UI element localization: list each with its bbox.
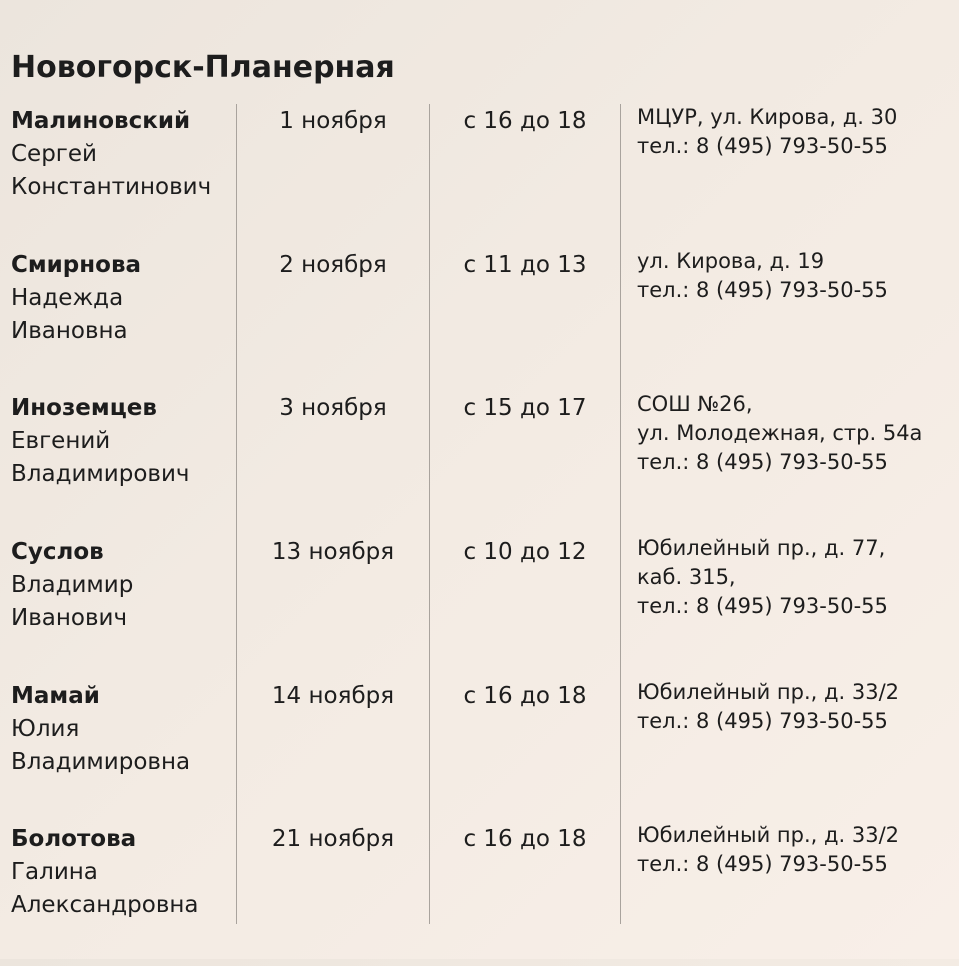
reception-address <box>637 390 952 477</box>
address-line: тел.: 8 (495) 793-50-55 <box>637 450 888 474</box>
table-row <box>0 680 959 823</box>
reception-address <box>637 534 952 621</box>
last-name: Малиновский <box>11 108 191 134</box>
patronymic: Владимирович <box>11 461 190 487</box>
address-line: Юбилейный пр., д. 33/2 <box>637 680 900 704</box>
table-row <box>0 249 959 392</box>
reception-date: 21 ноября <box>271 826 395 852</box>
reception-time: с 15 до 17 <box>463 395 587 421</box>
table-row <box>0 105 959 248</box>
last-name: Иноземцев <box>11 395 157 421</box>
person-name <box>11 249 231 348</box>
reception-address <box>637 103 952 161</box>
address-line: МЦУР, ул. Кирова, д. 30 <box>637 105 898 129</box>
reception-time: с 11 до 13 <box>463 252 587 278</box>
person-name <box>11 536 231 635</box>
reception-address <box>637 678 952 736</box>
last-name: Болотова <box>11 826 137 852</box>
person-name <box>11 680 231 779</box>
reception-time: с 10 до 12 <box>463 539 587 565</box>
table-row <box>0 536 959 679</box>
last-name: Суслов <box>11 539 104 565</box>
address-line: тел.: 8 (495) 793-50-55 <box>637 852 888 876</box>
first-name: Владимир <box>11 572 134 598</box>
patronymic: Константинович <box>11 174 212 200</box>
reception-date: 2 ноября <box>279 252 387 278</box>
table-row <box>0 823 959 966</box>
address-line: ул. Молодежная, стр. 54а <box>637 421 923 445</box>
address-line: каб. 315, <box>637 565 736 589</box>
patronymic: Ивановна <box>11 318 128 344</box>
patronymic: Александровна <box>11 892 199 918</box>
reception-time: с 16 до 18 <box>463 108 587 134</box>
address-line: Юбилейный пр., д. 33/2 <box>637 823 900 847</box>
address-line: тел.: 8 (495) 793-50-55 <box>637 594 888 618</box>
reception-date: 3 ноября <box>279 395 387 421</box>
address-line: ул. Кирова, д. 19 <box>637 249 825 273</box>
address-line: тел.: 8 (495) 793-50-55 <box>637 134 888 158</box>
person-name <box>11 392 231 491</box>
address-line: тел.: 8 (495) 793-50-55 <box>637 278 888 302</box>
first-name: Евгений <box>11 428 111 454</box>
person-name <box>11 105 231 204</box>
reception-date: 1 ноября <box>279 108 387 134</box>
patronymic: Владимировна <box>11 749 191 775</box>
reception-date: 13 ноября <box>271 539 395 565</box>
table-row <box>0 392 959 535</box>
reception-time: с 16 до 18 <box>463 826 587 852</box>
first-name: Сергей <box>11 141 97 167</box>
last-name: Смирнова <box>11 252 142 278</box>
first-name: Галина <box>11 859 98 885</box>
first-name: Надежда <box>11 285 124 311</box>
reception-date: 14 ноября <box>271 683 395 709</box>
reception-address <box>637 821 952 879</box>
reception-time: с 16 до 18 <box>463 683 587 709</box>
page-title: Новогорск-Планерная <box>11 50 395 85</box>
address-line: Юбилейный пр., д. 77, <box>637 536 886 560</box>
first-name: Юлия <box>11 716 80 742</box>
address-line: СОШ №26, <box>637 392 753 416</box>
patronymic: Иванович <box>11 605 128 631</box>
reception-address <box>637 247 952 305</box>
last-name: Мамай <box>11 683 100 709</box>
person-name <box>11 823 231 922</box>
address-line: тел.: 8 (495) 793-50-55 <box>637 709 888 733</box>
